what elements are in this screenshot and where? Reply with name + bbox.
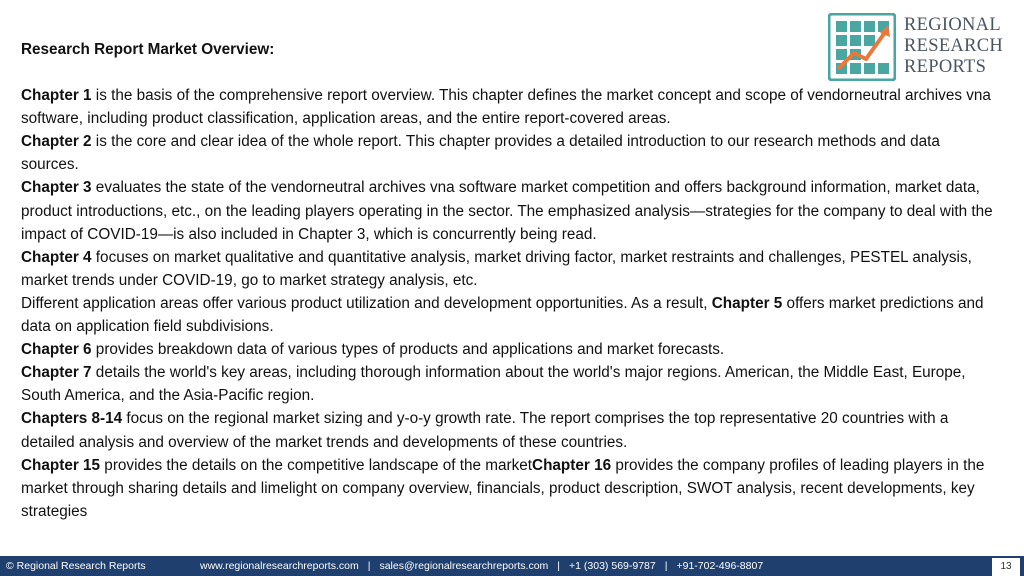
chapter-label: Chapter 16 [532, 456, 612, 474]
footer-copyright: © Regional Research Reports [6, 560, 146, 572]
chapter-text: is the basis of the comprehensive report overview. This chapter defines the market concept and scope of vendorneutral archives vna software, including product classification, application areas, and the entire report-covered areas. [21, 87, 991, 128]
chapter-1-paragraph [21, 84, 996, 130]
chapter-label: Chapters 8-14 [21, 410, 123, 428]
footer-bar [0, 556, 1024, 576]
chapter-text: provides the company profiles of leading players in the market through sharing details and limelight on company overview, financials, product description, SWOT analysis, recent developments, key strategies [21, 456, 985, 520]
chapter-label: Chapter 5 [711, 294, 783, 312]
footer-phone-1: +1 (303) 569-9787 [569, 560, 656, 572]
chapter-label: Chapter 15 [21, 456, 101, 474]
footer-separator: | [367, 560, 371, 572]
footer-website-link[interactable]: www.regionalresearchreports.com [200, 560, 359, 572]
logo-line-1: REGIONAL [904, 15, 1001, 35]
footer-phone-2: +91-702-496-8807 [676, 560, 764, 572]
chapter-label: Chapter 7 [21, 364, 92, 382]
page-number: 13 [992, 558, 1020, 576]
chapter-7-paragraph [21, 361, 996, 407]
chapter-5-paragraph [21, 292, 996, 338]
chapter-text: provides breakdown data of various types of products and applications and market forecasts. [91, 341, 725, 359]
chapter-text: offers market predictions and data on application field subdivisions. [21, 294, 984, 336]
chapter-label: Chapter 4 [21, 248, 92, 266]
chapters-15-16-paragraph [21, 454, 996, 523]
chapter-text: focus on the regional market sizing and y-o-y growth rate. The report comprises the top representative 20 countries with a detailed analysis and overview of the market trends and developments of these countries. [21, 410, 949, 451]
chapter-label: Chapter 1 [21, 87, 92, 105]
logo-line-2: RESEARCH [904, 36, 1004, 56]
chapter-label: Chapter 6 [21, 341, 92, 359]
footer-separator: | [557, 560, 561, 572]
logo-line-3: REPORTS [904, 57, 987, 77]
footer-email-link[interactable]: sales@regionalresearchreports.com [379, 560, 549, 572]
chapter-intro-text: Different application areas offer various product utilization and development opportunities. As a result, [21, 294, 712, 312]
chapter-text: details the world's key areas, including thorough information about the world's major regions. American, the Middle East, Europe, South America, and the Asia-Pacific region. [21, 364, 966, 405]
chapter-label: Chapter 2 [21, 133, 92, 151]
report-overview [21, 38, 996, 523]
chapter-6-paragraph [21, 338, 996, 361]
chapter-2-paragraph [21, 130, 996, 176]
page-title: Research Report Market Overview: [21, 41, 275, 58]
chapter-4-paragraph [21, 246, 996, 292]
chapter-text: evaluates the state of the vendorneutral archives vna software market competition and offers background information, market data, product introductions, etc., on the leading players operating in the sector. The emphasized analysis—strategies for the company to deal with the impact of COVID-19—is also included in Chapter 3, which is concurrently being read. [21, 179, 993, 243]
footer-separator: | [664, 560, 668, 572]
footer-contact [200, 556, 763, 576]
chapters-8-14-paragraph [21, 407, 996, 453]
chapter-text: provides the details on the competitive landscape of the market [100, 456, 533, 474]
chapter-text: focuses on market qualitative and quantitative analysis, market driving factor, market restraints and challenges, PESTEL analysis, market trends under COVID-19, go to market strategy analysis, etc. [21, 248, 972, 289]
chapter-text: is the core and clear idea of the whole report. This chapter provides a detailed introduction to our research methods and data sources. [21, 133, 940, 174]
chapter-label: Chapter 3 [21, 179, 92, 197]
chapter-3-paragraph [21, 176, 996, 245]
